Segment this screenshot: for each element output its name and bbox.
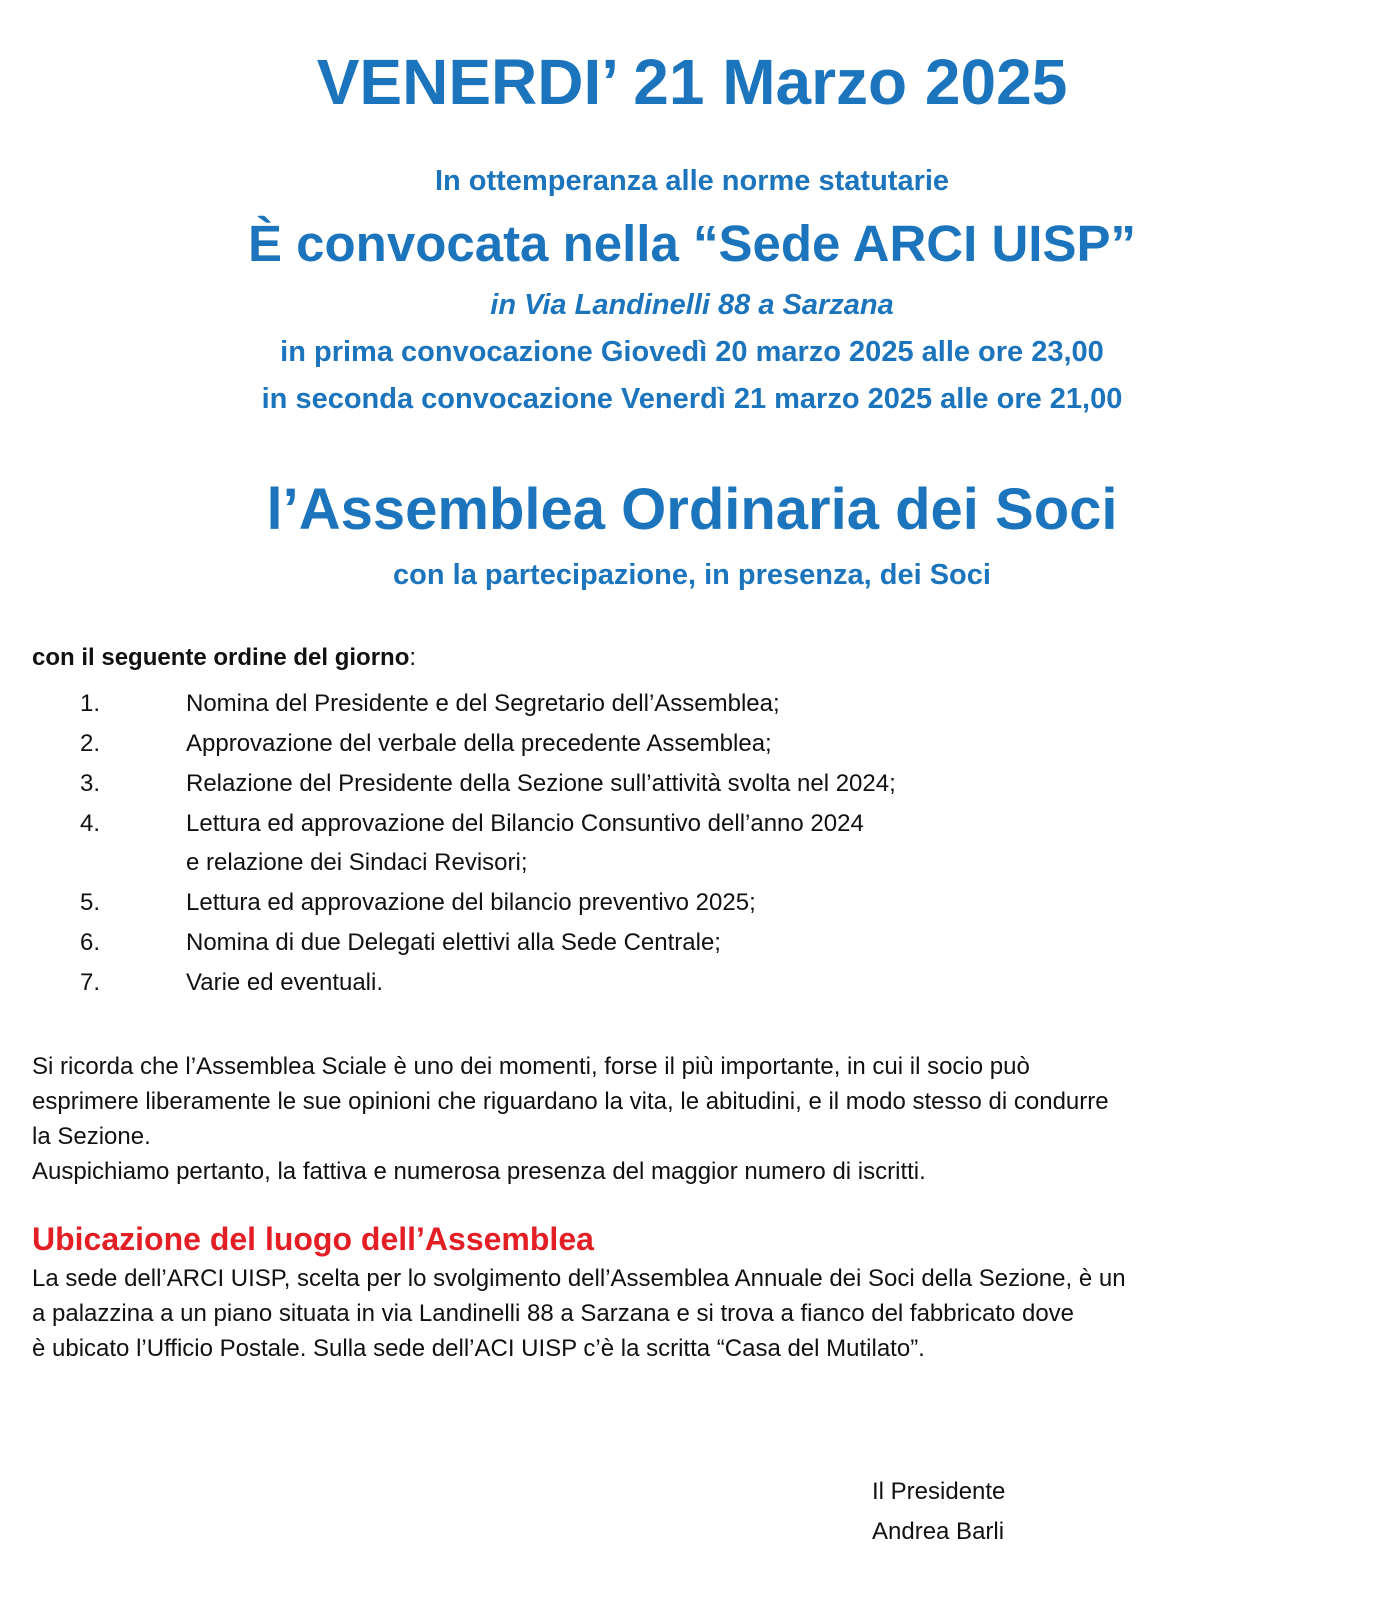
agenda-item-text-continuation: e relazione dei Sindaci Revisori; — [186, 849, 528, 876]
agenda-item — [0, 767, 1384, 807]
agenda-list — [0, 687, 1384, 1006]
agenda-item-number: 3. — [80, 770, 101, 797]
agenda-intro-suffix: : — [409, 644, 417, 671]
location-paragraph — [32, 1261, 1372, 1366]
reminder-line: esprimere liberamente le sue opinioni che riguardano la vita, le abitudini, e il modo stesso di condurre — [32, 1088, 1109, 1115]
reminder-line: la Sezione. — [32, 1123, 151, 1150]
agenda-item — [0, 687, 1384, 727]
reminder-line: Auspichiamo pertanto, la fattiva e numerosa presenza del maggior numero di iscritti. — [32, 1158, 926, 1185]
agenda-item-text: Nomina di due Delegati elettivi alla Sede Centrale; — [186, 929, 721, 956]
agenda-item-number: 7. — [80, 969, 101, 996]
participation-line: con la partecipazione, in presenza, dei Soci — [393, 559, 991, 591]
location-line: a palazzina a un piano situata in via Landinelli 88 a Sarzana e si trova a fianco del fabbricato dove — [32, 1300, 1075, 1327]
signature-block — [872, 1472, 1005, 1552]
agenda-item-text: Nomina del Presidente e del Segretario dell’Assemblea; — [186, 690, 780, 717]
agenda-item-text: Lettura ed approvazione del Bilancio Consuntivo dell’anno 2024 — [186, 810, 864, 837]
agenda-item — [0, 727, 1384, 767]
agenda-item-text: Varie ed eventuali. — [186, 969, 384, 996]
meeting-date-title: VENERDI’ 21 Marzo 2025 — [316, 46, 1068, 118]
agenda-item-text: Approvazione del verbale della precedente Assemblea; — [186, 730, 772, 757]
agenda-item-text: Relazione del Presidente della Sezione sull’attività svolta nel 2024; — [186, 770, 896, 797]
statute-line: In ottemperanza alle norme statutarie — [434, 165, 950, 197]
signature-role: Il Presidente — [872, 1478, 1006, 1505]
agenda-item-number: 2. — [80, 730, 101, 757]
agenda-intro — [32, 641, 416, 675]
agenda-item-number: 1. — [80, 690, 101, 717]
address-line: in Via Landinelli 88 a Sarzana — [490, 289, 894, 321]
agenda-item-number: 6. — [80, 929, 101, 956]
assembly-title: l’Assemblea Ordinaria dei Soci — [266, 477, 1118, 542]
agenda-item-text: Lettura ed approvazione del bilancio preventivo 2025; — [186, 889, 756, 916]
agenda-intro-bold: con il seguente ordine del giorno — [32, 644, 410, 671]
reminder-paragraph — [32, 1049, 1352, 1189]
reminder-line: Si ricorda che l’Assemblea Sciale è uno dei momenti, forse il più importante, in cui il socio può — [32, 1053, 1030, 1080]
convened-heading: È convocata nella “Sede ARCI UISP” — [247, 215, 1137, 272]
location-line: La sede dell’ARCI UISP, scelta per lo svolgimento dell’Assemblea Annuale dei Soci della Sezione, è un — [32, 1265, 1126, 1292]
location-heading: Ubicazione del luogo dell’Assemblea — [32, 1221, 594, 1257]
location-line: è ubicato l’Ufficio Postale. Sulla sede dell’ACI UISP c’è la scritta “Casa del Mutilato”. — [32, 1335, 925, 1362]
agenda-item-number: 5. — [80, 889, 101, 916]
signature-name: Andrea Barli — [872, 1518, 1005, 1545]
agenda-item — [0, 926, 1384, 966]
agenda-item — [0, 966, 1384, 1006]
second-call-line: in seconda convocazione Venerdì 21 marzo 2025 alle ore 21,00 — [261, 383, 1123, 415]
agenda-item — [0, 886, 1384, 926]
agenda-item-number: 4. — [80, 810, 101, 837]
agenda-item — [0, 807, 1384, 886]
first-call-line: in prima convocazione Giovedì 20 marzo 2025 alle ore 23,00 — [280, 336, 1104, 368]
